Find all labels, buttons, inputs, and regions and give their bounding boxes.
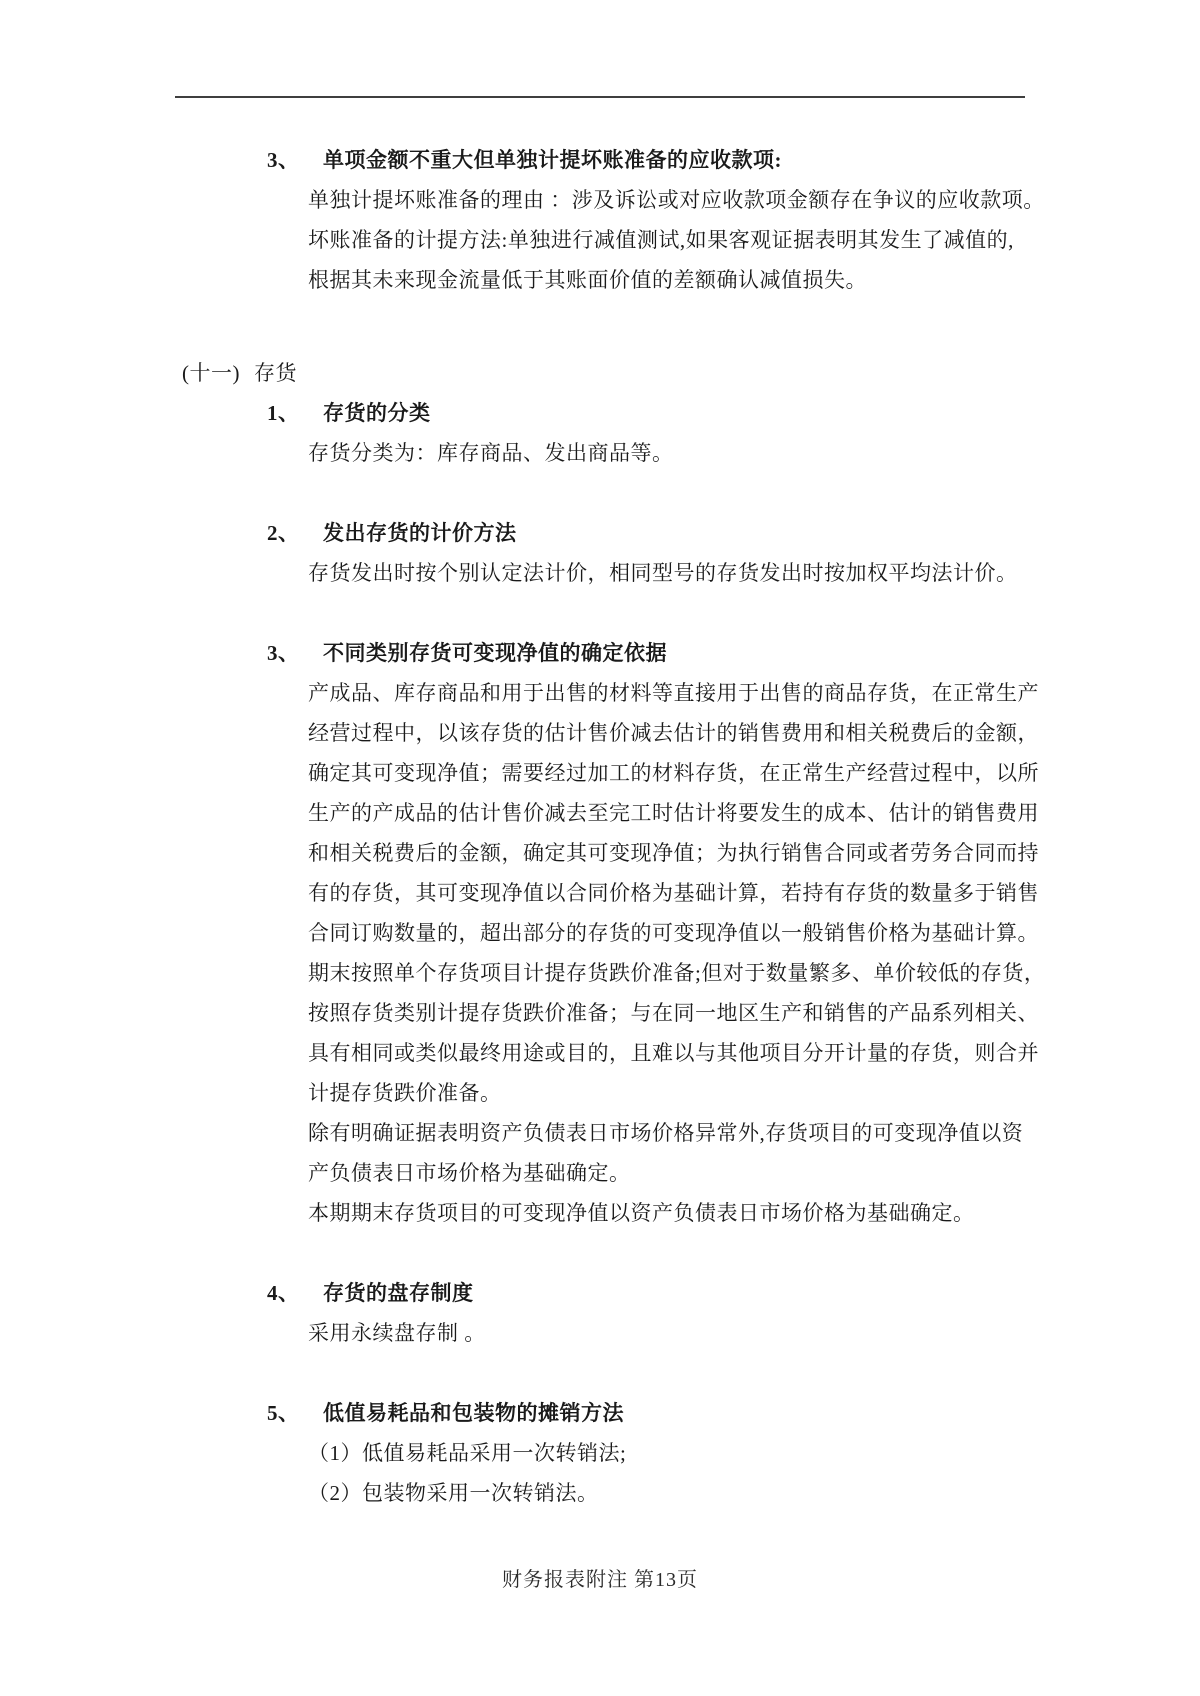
- paragraph-line: 和相关税费后的金额，确定其可变现净值；为执行销售合同或者劳务合同而持: [308, 841, 1039, 865]
- paragraph-line: 具有相同或类似最终用途或目的，且难以与其他项目分开计量的存货，则合并: [308, 1041, 1039, 1065]
- item-number: 3、: [267, 641, 300, 665]
- item-title: 发出存货的计价方法: [323, 521, 517, 545]
- item-number: 1、: [267, 401, 300, 425]
- item-title: 低值易耗品和包装物的摊销方法: [323, 1401, 624, 1425]
- paragraph-line: 确定其可变现净值；需要经过加工的材料存货，在正常生产经营过程中，以所: [308, 761, 1039, 785]
- paragraph-line: 产负债表日市场价格为基础确定。: [308, 1161, 631, 1185]
- item-title: 存货的分类: [323, 401, 431, 425]
- item-heading: [0, 393, 1200, 433]
- inventory-item-1: [0, 393, 1200, 473]
- header-rule: [175, 96, 1025, 98]
- item-number: 3、: [267, 148, 300, 172]
- paragraph-line: （2）包装物采用一次转销法。: [308, 1481, 599, 1505]
- item-number: 2、: [267, 521, 300, 545]
- page-footer: 财务报表附注 第13页: [502, 1569, 698, 1591]
- paragraph-line: 期末按照单个存货项目计提存货跌价准备;但对于数量繁多、单价较低的存货，: [308, 961, 1046, 985]
- paragraph-line: 根据其未来现金流量低于其账面价值的差额确认减值损失。: [308, 268, 867, 292]
- paragraph-line: 产成品、库存商品和用于出售的材料等直接用于出售的商品存货，在正常生产: [308, 681, 1039, 705]
- item-heading: [0, 1393, 1200, 1433]
- item-title: 存货的盘存制度: [323, 1281, 474, 1305]
- paragraph-line: 按照存货类别计提存货跌价准备；与在同一地区生产和销售的产品系列相关、: [308, 1001, 1039, 1025]
- paragraph-line: 有的存货，其可变现净值以合同价格为基础计算，若持有存货的数量多于销售: [308, 881, 1039, 905]
- receivables-item: [0, 140, 1200, 300]
- item-paragraph: [0, 1313, 1200, 1353]
- paragraph-line: 单独计提坏账准备的理由 ：涉及诉讼或对应收款项金额存在争议的应收款项。: [308, 188, 1045, 212]
- inventory-item-3: [0, 633, 1200, 1233]
- paragraph-line: 经营过程中，以该存货的估计售价减去估计的销售费用和相关税费后的金额，: [308, 721, 1039, 745]
- document-content: [0, 140, 1200, 1513]
- item-heading: [0, 140, 1200, 180]
- item-paragraph: [0, 1433, 1200, 1513]
- section-heading: [0, 353, 1200, 393]
- item-heading: [0, 1273, 1200, 1313]
- inventory-item-4: [0, 1273, 1200, 1353]
- item-heading: [0, 633, 1200, 673]
- paragraph-line: 坏账准备的计提方法:单独进行减值测试,如果客观证据表明其发生了减值的,: [308, 228, 1014, 252]
- paragraph-line: 存货发出时按个别认定法计价，相同型号的存货发出时按加权平均法计价。: [308, 561, 1018, 585]
- inventory-item-2: [0, 513, 1200, 593]
- item-paragraph: [0, 180, 1200, 300]
- section-title: 存货: [254, 361, 297, 385]
- item-title: 不同类别存货可变现净值的确定依据: [323, 641, 667, 665]
- item-paragraph: [0, 553, 1200, 593]
- item-title: 单项金额不重大但单独计提坏账准备的应收款项:: [323, 148, 782, 172]
- paragraph-line: 本期期末存货项目的可变现净值以资产负债表日市场价格为基础确定。: [308, 1201, 975, 1225]
- paragraph-line: （1）低值易耗品采用一次转销法;: [308, 1441, 627, 1465]
- section-number: (十一): [182, 361, 240, 385]
- paragraph-line: 除有明确证据表明资产负债表日市场价格异常外,存货项目的可变现净值以资: [308, 1121, 1024, 1145]
- paragraph-line: 计提存货跌价准备。: [308, 1081, 502, 1105]
- paragraph-line: 存货分类为：库存商品、发出商品等。: [308, 441, 674, 465]
- item-heading: [0, 513, 1200, 553]
- item-paragraph: [0, 433, 1200, 473]
- inventory-item-5: [0, 1393, 1200, 1513]
- paragraph-line: 合同订购数量的，超出部分的存货的可变现净值以一般销售价格为基础计算。: [308, 921, 1039, 945]
- item-number: 5、: [267, 1401, 300, 1425]
- item-paragraph: [0, 673, 1200, 1233]
- item-number: 4、: [267, 1281, 300, 1305]
- paragraph-line: 生产的产成品的估计售价减去至完工时估计将要发生的成本、估计的销售费用: [308, 801, 1039, 825]
- paragraph-line: 采用永续盘存制 。: [308, 1321, 486, 1345]
